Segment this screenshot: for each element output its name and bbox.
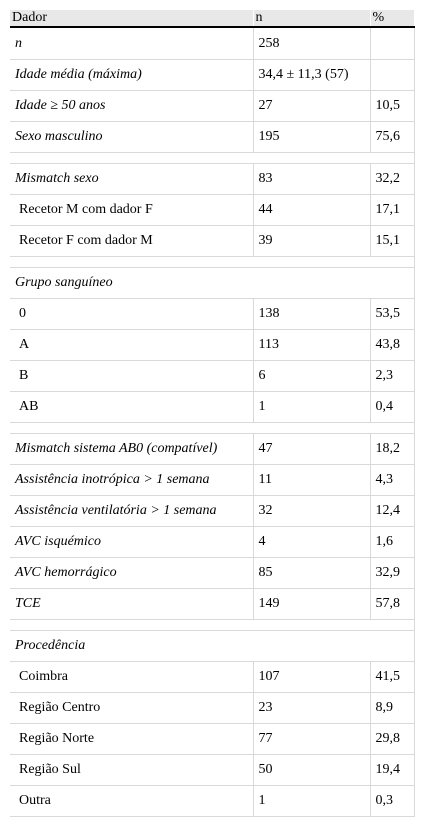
table-row: [10, 724, 414, 755]
row-percent: 17,1: [370, 195, 414, 226]
donor-table: [10, 10, 415, 817]
row-label: Região Centro: [10, 693, 253, 724]
table-row: [10, 122, 414, 153]
row-label: Região Sul: [10, 755, 253, 786]
row-n: 47: [253, 434, 370, 465]
row-n: 1: [253, 786, 370, 817]
row-n: 149: [253, 589, 370, 620]
row-percent: 12,4: [370, 496, 414, 527]
row-n: 27: [253, 91, 370, 122]
row-n: 39: [253, 226, 370, 257]
row-n: 34,4 ± 11,3 (57): [253, 60, 370, 91]
row-n: 44: [253, 195, 370, 226]
row-percent: 57,8: [370, 589, 414, 620]
table-row: [10, 527, 414, 558]
row-label: Coimbra: [10, 662, 253, 693]
table-row: [10, 361, 414, 392]
spacer-row: [10, 423, 414, 434]
row-percent: 10,5: [370, 91, 414, 122]
table-row: [10, 392, 414, 423]
row-percent: 32,9: [370, 558, 414, 589]
group-label: Grupo sanguíneo: [10, 268, 414, 299]
row-label: Idade ≥ 50 anos: [10, 91, 253, 122]
row-percent: [370, 60, 414, 91]
row-n: 50: [253, 755, 370, 786]
row-label: Mismatch sistema AB0 (compatível): [10, 434, 253, 465]
table-row: [10, 465, 414, 496]
table-row: [10, 27, 414, 60]
row-percent: 2,3: [370, 361, 414, 392]
table-row: [10, 195, 414, 226]
spacer-row: [10, 620, 414, 631]
row-percent: 41,5: [370, 662, 414, 693]
header-percent: %: [370, 10, 414, 27]
group-label: Procedência: [10, 631, 414, 662]
header-n: n: [253, 10, 370, 27]
table-row: [10, 662, 414, 693]
table-row: [10, 226, 414, 257]
row-percent: 43,8: [370, 330, 414, 361]
row-n: 23: [253, 693, 370, 724]
row-percent: 53,5: [370, 299, 414, 330]
table-row: [10, 91, 414, 122]
row-label: Idade média (máxima): [10, 60, 253, 91]
row-label: Sexo masculino: [10, 122, 253, 153]
table-row: [10, 496, 414, 527]
spacer-row: [10, 257, 414, 268]
group-header-row: [10, 268, 414, 299]
row-percent: 19,4: [370, 755, 414, 786]
row-n: 6: [253, 361, 370, 392]
row-n: 195: [253, 122, 370, 153]
table-row: [10, 558, 414, 589]
row-n: 77: [253, 724, 370, 755]
row-label: Recetor M com dador F: [10, 195, 253, 226]
row-label: Assistência ventilatória > 1 semana: [10, 496, 253, 527]
row-n: 4: [253, 527, 370, 558]
row-percent: 75,6: [370, 122, 414, 153]
row-n: 138: [253, 299, 370, 330]
row-percent: 4,3: [370, 465, 414, 496]
table-row: [10, 755, 414, 786]
group-header-row: [10, 631, 414, 662]
row-percent: 15,1: [370, 226, 414, 257]
row-label: A: [10, 330, 253, 361]
table-row: [10, 60, 414, 91]
table-row: [10, 330, 414, 361]
row-percent: 8,9: [370, 693, 414, 724]
row-label: Assistência inotrópica > 1 semana: [10, 465, 253, 496]
row-percent: 0,4: [370, 392, 414, 423]
row-percent: 18,2: [370, 434, 414, 465]
row-label: Recetor F com dador M: [10, 226, 253, 257]
table-row: [10, 434, 414, 465]
row-n: 32: [253, 496, 370, 527]
row-label: TCE: [10, 589, 253, 620]
row-n: 11: [253, 465, 370, 496]
row-n: 258: [253, 27, 370, 60]
table-row: [10, 786, 414, 817]
row-label: Mismatch sexo: [10, 164, 253, 195]
row-label: AB: [10, 392, 253, 423]
table-row: [10, 693, 414, 724]
row-label: 0: [10, 299, 253, 330]
row-label: AVC hemorrágico: [10, 558, 253, 589]
row-n: 1: [253, 392, 370, 423]
row-percent: [370, 27, 414, 60]
row-percent: 1,6: [370, 527, 414, 558]
row-percent: 29,8: [370, 724, 414, 755]
spacer-row: [10, 153, 414, 164]
row-n: 83: [253, 164, 370, 195]
row-percent: 0,3: [370, 786, 414, 817]
row-n: 85: [253, 558, 370, 589]
table-header-row: [10, 10, 414, 27]
row-n: 107: [253, 662, 370, 693]
row-percent: 32,2: [370, 164, 414, 195]
row-label: AVC isquémico: [10, 527, 253, 558]
row-label: n: [10, 27, 253, 60]
row-label: Outra: [10, 786, 253, 817]
row-n: 113: [253, 330, 370, 361]
header-dador: Dador: [10, 10, 253, 27]
table-row: [10, 589, 414, 620]
row-label: Região Norte: [10, 724, 253, 755]
table-row: [10, 299, 414, 330]
row-label: B: [10, 361, 253, 392]
table-row: [10, 164, 414, 195]
